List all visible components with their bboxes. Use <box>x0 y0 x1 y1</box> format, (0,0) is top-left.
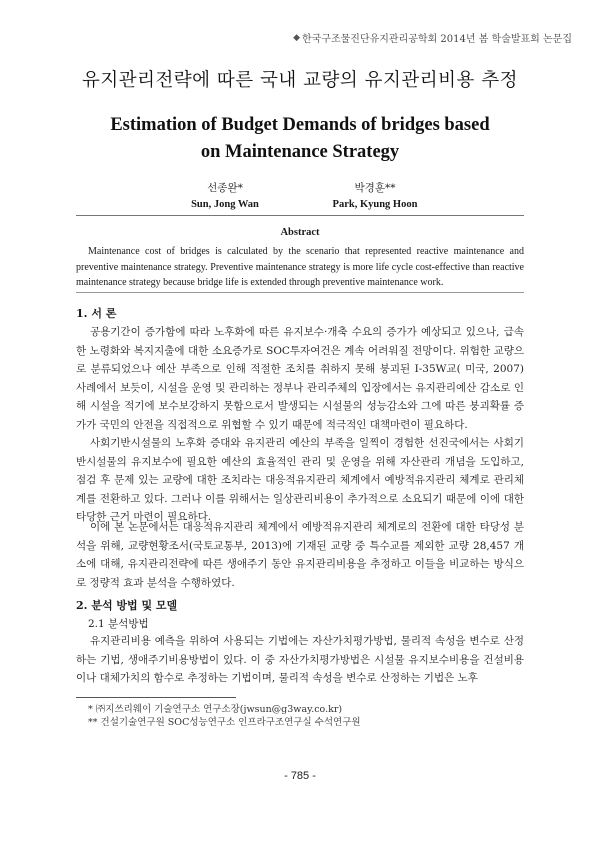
korean-title: 유지관리전략에 따른 국내 교량의 유지관리비용 추정 <box>81 70 519 91</box>
author-names-korean <box>0 180 600 195</box>
abstract-top-rule <box>76 215 524 216</box>
english-title: Estimation of Budget Demands of bridges based on Maintenance Strategy <box>110 115 490 162</box>
author-block <box>0 180 600 210</box>
footnote-rule <box>76 697 236 698</box>
section-1-paragraph-1: 공용기간이 증가함에 따라 노후화에 따른 유지보수·개축 수요의 증가가 예상되고 있으나, 급속한 노령화와 복지지출에 대한 소요증가로 SOC투자여건은 계속 어려워질 전망이다. 위험한 교량으로 분류되었으나 예산 부족으로 인해 적절한 조치를 취하지 못해 붕괴된 I-35W교( 미국, 2007) 사례에서 보듯이, 시설을 운영 및 관리하는 정부나 관리주체의 입장에서는 유지관리예산 감소로 인해 시설을 적기에 보수보강하지 못함으로서 발생되는 시설물의 성능감소와 그에 따른 붕괴확률 증가가 국민의 안전을 직접적으로 위협할 수 있기 때문에 적극적인 대책마련이 필요하다. <box>76 326 524 431</box>
section-1-paragraph-3: 이에 본 논문에서는 대응적유지관리 체계에서 예방적유지관리 체계로의 전환에 대한 타당성 분석을 위해, 교량현황조서(국토교통부, 2013)에 기재된 교량 중 특수교를 제외한 교량 28,457 개소에 대해, 유지관리전략에 따른 생애주기 동안 유지관리비용을 추정하고 이들을 비교하는 방식으로 정량적 효과 분석을 수행하였다. <box>76 521 524 589</box>
author-names-english <box>0 199 600 210</box>
diamond-bullet-icon: ◆ <box>293 32 300 43</box>
abstract-heading: Abstract <box>280 227 320 238</box>
running-header <box>293 30 572 45</box>
footnote-2: ** 건설기술연구원 SOC성능연구소 인프라구조연구실 수석연구원 <box>88 717 361 728</box>
footnotes <box>88 703 361 729</box>
section-2-paragraph-1: 유지관리비용 예측을 위하여 사용되는 기법에는 자산가치평가방법, 물리적 속성을 변수로 산정하는 기법, 생애주기비용방법이 있다. 이 중 자산가치평가방법은 시설물 유지보수비용을 건설비용이나 대체가치의 함수로 추정하는 기법이며, 물리적 속성을 변수로 산정하는 기법은 노후 <box>76 635 524 685</box>
subsection-2-1-heading: 2.1 분석방법 <box>88 618 149 630</box>
section-1-heading: 1. 서 론 <box>76 307 117 320</box>
author-1-korean-name: 선종완* <box>207 182 243 194</box>
running-header-text: 한국구조물진단유지관리공학회 2014년 봄 학술발표회 논문집 <box>301 34 572 45</box>
section-2-heading: 2. 분석 방법 및 모델 <box>76 599 178 612</box>
page-number: - 785 - <box>284 770 316 782</box>
section-1-paragraph-2: 사회기반시설물의 노후화 증대와 유지관리 예산의 부족을 일찍이 경험한 선진국에서는 사회기반시설물의 유지보수에 필요한 예산의 효율적인 관리 및 운영을 위해 자산관리 개념을 도입하고, 점검 후 문제 있는 교량에 대한 조치라는 대응적유지관리 체계에서 예방적유지관리 체계로 관리체계를 전환하고 있다. 그러나 이를 위해서는 일상관리비용이 추가적으로 소요되기 때문에 이에 대한 타당한 근거 마련이 필요하다. <box>76 437 524 524</box>
author-2-english-name: Park, Kyung Hoon <box>332 199 418 210</box>
footnote-1: * ㈜지쓰리웨이 기술연구소 연구소장(jwsun@g3way.co.kr) <box>88 704 343 715</box>
author-1-english-name: Sun, Jong Wan <box>191 199 259 210</box>
abstract-body: Maintenance cost of bridges is calculated by the scenario that represented reactive maintenance and preventive maintenance strategy. Preventive maintenance strategy is more life cycle cost-effective than reactive maintenance strategy because bridge life is extended through preventive maintenance work. <box>76 246 524 288</box>
abstract-bottom-rule <box>76 292 524 293</box>
author-2-korean-name: 박경훈** <box>354 182 396 194</box>
